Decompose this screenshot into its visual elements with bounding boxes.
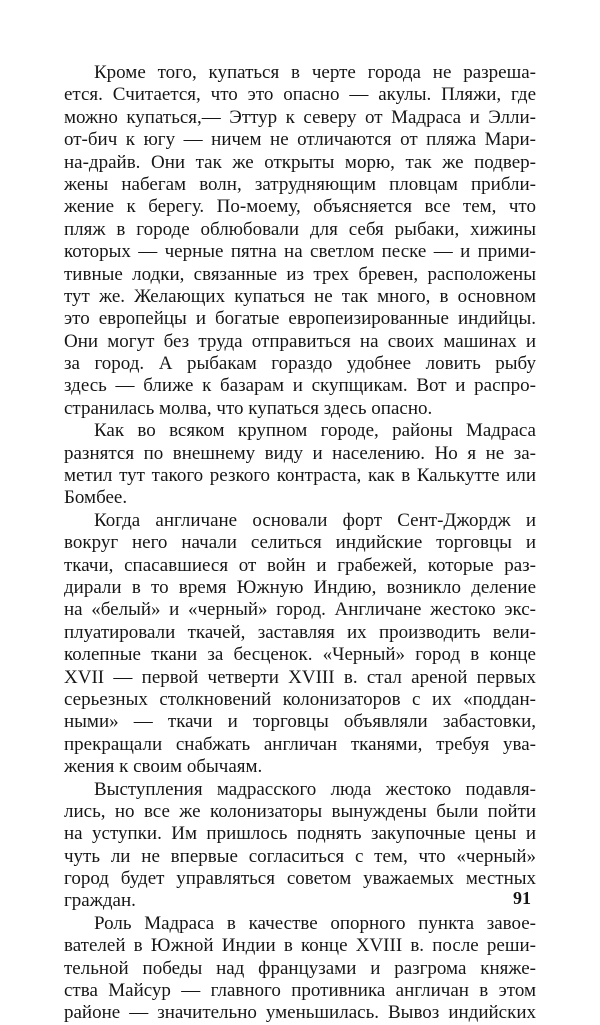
text-line: можно купаться,— Эттур к северу от Мадраса и Элли- — [64, 106, 536, 128]
text-line: жения к своим обычаям. — [64, 756, 263, 778]
text-line: на-драйв. Они так же открыты морю, так же подвер- — [64, 151, 536, 173]
text-line: районе — значительно уменьшилась. Вывоз индийских — [64, 1002, 536, 1024]
text-line: тут же. Желающих купаться не так много, в основном — [64, 285, 536, 307]
text-line: жены набегам волн, затрудняющим пловцам прибли- — [64, 173, 536, 195]
text-line: ткачи, спасавшиеся от войн и грабежей, которые раз- — [64, 554, 536, 576]
text-line: вателей в Южной Индии в конце XVIII в. после реши- — [64, 935, 536, 957]
text-line: Они могут без труда отправиться на своих машинах и — [64, 330, 536, 352]
text-line: разнятся по внешнему виду и населению. Но я не за- — [64, 442, 536, 464]
text-line: это европейцы и богатые европеизированные индийцы. — [64, 308, 536, 330]
text-line: Выступления мадрасского люда жестоко подавля- — [94, 778, 536, 800]
text-line: дирали в то время Южную Индию, возникло деление — [64, 576, 536, 598]
text-line: чуть ли не впервые согласиться с тем, что «черный» — [64, 845, 536, 867]
text-line: за город. А рыбакам гораздо удобнее ловить рыбу — [64, 353, 536, 375]
text-line: город будет управляться советом уважаемых местных — [64, 868, 536, 890]
text-line: плуатировали ткачей, заставляя их производить вели- — [64, 621, 536, 643]
text-line: тельной победы над французами и разгрома княже- — [64, 957, 536, 979]
text-line: прекращали снабжать англичан тканями, требуя ува- — [64, 733, 536, 755]
text-line: ными» — ткачи и торговцы объявляли забастовки, — [64, 711, 536, 733]
text-line: тивные лодки, связанные из трех бревен, расположены — [64, 263, 536, 285]
text-line: Когда англичане основали форт Сент-Джордж и — [94, 509, 536, 531]
text-line: на «белый» и «черный» город. Англичане жестоко экс- — [64, 599, 536, 621]
text-line: колепные ткани за бесценок. «Черный» город в конце — [64, 644, 536, 666]
text-line: Бомбее. — [64, 487, 128, 509]
text-line: Как во всяком крупном городе, районы Мадраса — [94, 420, 536, 442]
text-line: вокруг него начали селиться индийские торговцы и — [64, 532, 536, 554]
text-line: жение к берегу. По-моему, объясняется все тем, что — [64, 196, 536, 218]
text-line: ется. Считается, что это опасно — акулы. Пляжи, где — [64, 84, 536, 106]
text-line: Роль Мадраса в качестве опорного пункта завое- — [94, 912, 536, 934]
text-line: лись, но все же колонизаторы вынуждены были пойти — [64, 800, 536, 822]
text-line: пляж в городе облюбовали для себя рыбаки, хижины — [64, 218, 536, 240]
text-line: странилась молва, что купаться здесь опасно. — [64, 397, 433, 419]
page-body-text — [64, 62, 536, 1025]
text-line: серьезных столкновений колонизаторов с их «поддан- — [64, 688, 536, 710]
text-line: от-бич к югу — ничем не отличаются от пляжа Мари- — [64, 129, 536, 151]
text-line: которых — черные пятна на светлом песке — и прими- — [64, 241, 536, 263]
text-line: Кроме того, купаться в черте города не разреша- — [94, 62, 536, 83]
text-line: XVII — первой четверти XVIII в. стал ареной первых — [64, 666, 536, 688]
text-line: здесь — ближе к базарам и скупщикам. Вот и распро- — [64, 375, 536, 397]
text-line: ства Майсур — главного противника англичан в этом — [64, 980, 536, 1002]
page-number: 91 — [513, 888, 531, 908]
text-line: на уступки. Им пришлось поднять закупочные цены и — [64, 823, 536, 845]
text-line: граждан. — [64, 890, 136, 912]
text-line: метил тут такого резкого контраста, как в Калькутте или — [64, 465, 536, 487]
